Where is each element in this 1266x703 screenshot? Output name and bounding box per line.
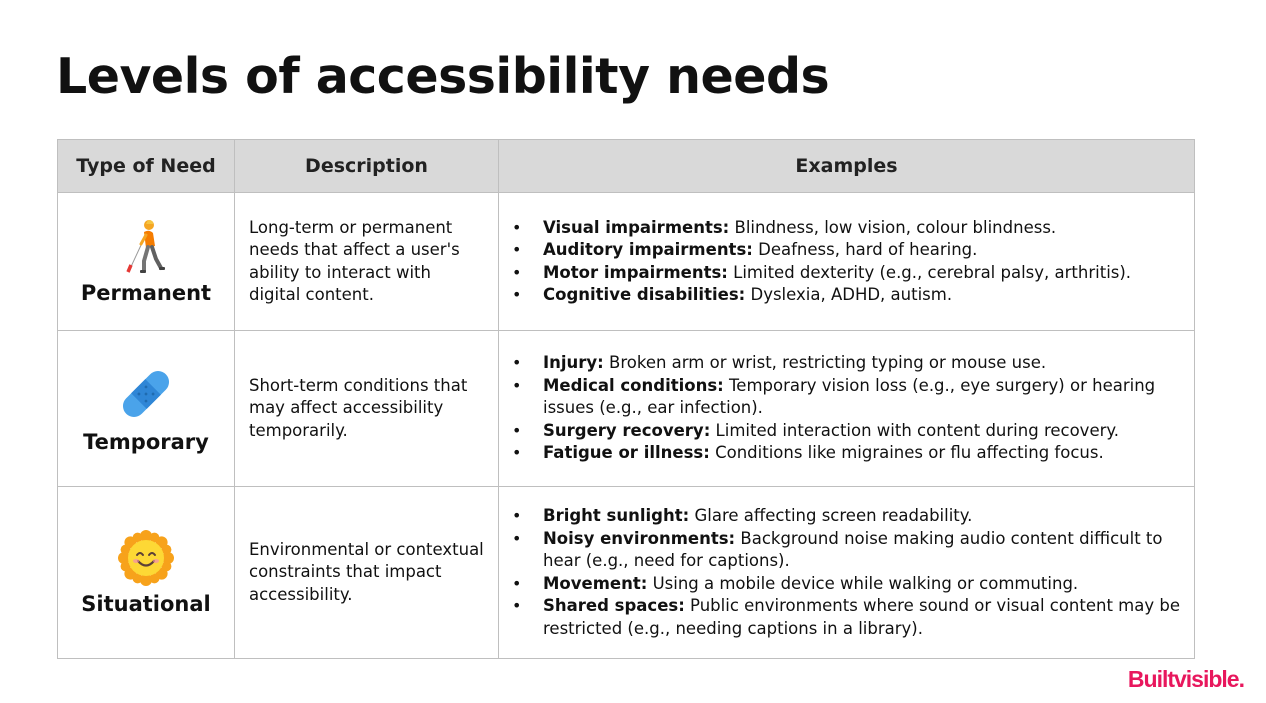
examples-list (499, 352, 1194, 465)
example-text: Using a mobile device while walking or commuting. (647, 573, 1079, 593)
list-item (543, 528, 1180, 573)
example-term: Visual impairments: (543, 217, 730, 237)
list-item (543, 573, 1180, 596)
example-text: Public environments where sound or visual content may be restricted (e.g., needing captions in a library). (543, 596, 1181, 638)
list-item (543, 595, 1180, 640)
type-cell (58, 193, 235, 331)
example-term: Noisy environments: (543, 528, 736, 548)
example-term: Injury: (543, 353, 604, 373)
list-item (543, 505, 1180, 528)
list-item (543, 239, 1180, 262)
description-cell: Long-term or permanent needs that affect a user's ability to interact with digital content. (235, 193, 499, 331)
examples-list (499, 217, 1194, 307)
example-text: Conditions like migraines or flu affecting focus. (709, 443, 1104, 463)
example-term: Cognitive disabilities: (543, 285, 746, 304)
list-item (543, 442, 1180, 465)
description-cell: Environmental or contextual constraints that impact accessibility. (235, 487, 499, 659)
table-row-situational (58, 487, 1195, 659)
example-term: Movement: (543, 573, 648, 593)
table-header-row (58, 140, 1195, 193)
example-term: Motor impairments: (543, 262, 728, 282)
example-term: Shared spaces: (543, 596, 685, 615)
type-label: Permanent (80, 280, 212, 305)
type-label: Temporary (83, 429, 209, 454)
list-item (543, 375, 1180, 420)
table-row-permanent (58, 193, 1195, 331)
example-text: Background noise making audio content difficult to hear (e.g., need for captions). (543, 528, 1163, 570)
list-item (543, 217, 1180, 240)
type-cell (58, 487, 235, 659)
examples-cell (499, 487, 1195, 659)
example-term: Medical conditions: (543, 375, 724, 395)
type-cell (58, 331, 235, 487)
person-with-white-cane-icon (122, 219, 170, 275)
example-text: Temporary vision loss (e.g., eye surgery) or hearing issues (e.g., ear infection). (543, 375, 1156, 418)
page-title: Levels of accessibility needs (56, 48, 830, 105)
example-text: Glare affecting screen readability. (689, 506, 973, 525)
list-item (543, 352, 1180, 375)
examples-list (499, 505, 1194, 640)
header-description: Description (235, 140, 499, 193)
example-term: Bright sunlight: (543, 506, 690, 525)
example-text: Deafness, hard of hearing. (752, 240, 978, 259)
example-term: Auditory impairments: (543, 240, 753, 259)
list-item (543, 420, 1180, 443)
example-text: Limited dexterity (e.g., cerebral palsy, arthritis). (727, 262, 1132, 282)
header-examples: Examples (499, 140, 1195, 193)
example-text: Broken arm or wrist, restricting typing or mouse use. (603, 353, 1047, 373)
list-item (543, 284, 1180, 307)
builtvisible-logo: Builtvisible. (1127, 666, 1244, 692)
list-item (543, 262, 1180, 285)
example-text: Blindness, low vision, colour blindness. (729, 217, 1057, 237)
table-row-temporary (58, 331, 1195, 487)
examples-cell (499, 331, 1195, 487)
example-text: Limited interaction with content during recovery. (710, 420, 1120, 440)
example-text: Dyslexia, ADHD, autism. (745, 285, 953, 304)
type-label: Situational (81, 591, 211, 616)
adhesive-bandage-icon (116, 364, 176, 424)
header-type-of-need: Type of Need (58, 140, 235, 193)
accessibility-needs-table (57, 139, 1195, 659)
smiling-sun-icon (118, 530, 174, 586)
example-term: Surgery recovery: (543, 420, 711, 440)
examples-cell (499, 193, 1195, 331)
description-cell: Short-term conditions that may affect accessibility temporarily. (235, 331, 499, 487)
example-term: Fatigue or illness: (543, 443, 710, 463)
